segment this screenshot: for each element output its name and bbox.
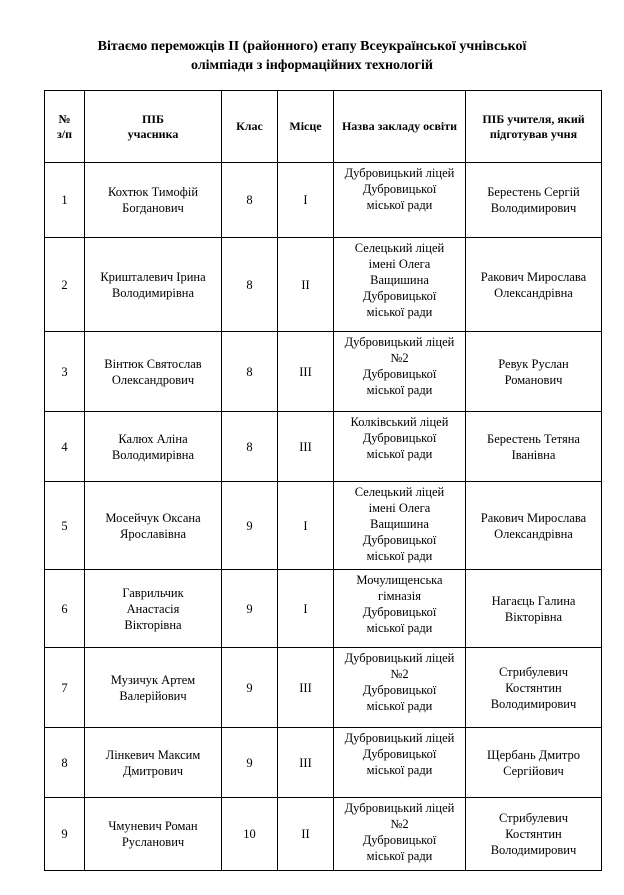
cell-school-line: імені Олега bbox=[368, 257, 431, 271]
cell-school bbox=[334, 798, 466, 871]
cell-teacher bbox=[466, 238, 602, 332]
cell-student-line: Анастасія bbox=[126, 601, 180, 616]
cell-school-line: №2 bbox=[390, 351, 409, 365]
header-num-line: з/п bbox=[56, 126, 73, 141]
header-place-line: Місце bbox=[289, 119, 322, 133]
cell-student bbox=[85, 728, 222, 798]
header-student bbox=[85, 91, 222, 163]
cell-student-line: Вікторівна bbox=[124, 617, 182, 632]
cell-student-line: Гаврильчик bbox=[122, 585, 184, 600]
cell-teacher-line: Вікторівна bbox=[504, 609, 563, 624]
table-row bbox=[45, 648, 602, 728]
cell-teacher bbox=[466, 412, 602, 482]
cell-school-line: Селецький ліцей bbox=[354, 241, 445, 255]
cell-place: ІІІ bbox=[278, 332, 334, 412]
cell-school bbox=[334, 482, 466, 570]
cell-school-line: Дубровицький ліцей bbox=[344, 166, 455, 180]
header-student-line: учасника bbox=[127, 126, 179, 141]
cell-num: 7 bbox=[45, 648, 85, 728]
cell-place: ІІІ bbox=[278, 412, 334, 482]
cell-class: 8 bbox=[222, 332, 278, 412]
cell-school-line: міської ради bbox=[366, 621, 433, 635]
cell-teacher bbox=[466, 332, 602, 412]
cell-school-line: Дубровицької bbox=[362, 431, 437, 445]
cell-teacher-line: Нагаєць Галина bbox=[491, 593, 576, 608]
header-teacher-line: ПІБ учителя, який bbox=[482, 111, 585, 126]
cell-class: 8 bbox=[222, 163, 278, 238]
cell-school-line: міської ради bbox=[366, 383, 433, 397]
table-row bbox=[45, 570, 602, 648]
cell-teacher-line: Ревук Руслан bbox=[498, 356, 569, 371]
winners-table bbox=[44, 90, 602, 871]
cell-place: ІІ bbox=[278, 238, 334, 332]
cell-school-line: Дубровицької bbox=[362, 533, 437, 547]
header-teacher-line: підготував учня bbox=[489, 126, 578, 141]
cell-school bbox=[334, 412, 466, 482]
cell-school-line: Дубровицької bbox=[362, 683, 437, 697]
cell-student-line: Ярославівна bbox=[120, 526, 186, 541]
cell-school-line: міської ради bbox=[366, 447, 433, 461]
cell-school-line: Дубровицької bbox=[362, 833, 437, 847]
cell-student-line: Чмуневич Роман bbox=[108, 819, 198, 833]
cell-student-line: Кохтюк Тимофій bbox=[107, 185, 199, 199]
cell-teacher-line: Щербань Дмитро bbox=[486, 747, 581, 762]
cell-place: І bbox=[278, 163, 334, 238]
cell-num: 5 bbox=[45, 482, 85, 570]
cell-place: І bbox=[278, 482, 334, 570]
cell-student-line: Дмитрович bbox=[122, 763, 184, 778]
title-line-1: Вітаємо переможців ІІ (районного) етапу Всеукраїнської учнівської bbox=[97, 39, 527, 54]
cell-num: 1 bbox=[45, 163, 85, 238]
cell-teacher-line: Іванівна bbox=[511, 447, 556, 462]
table-row bbox=[45, 412, 602, 482]
cell-student-line: Лінкевич Максим bbox=[105, 747, 201, 762]
cell-place: ІІ bbox=[278, 798, 334, 871]
cell-num: 4 bbox=[45, 412, 85, 482]
cell-teacher bbox=[466, 798, 602, 871]
header-student-line: ПІБ bbox=[142, 111, 164, 126]
cell-teacher-line: Олександрівна bbox=[494, 285, 573, 300]
cell-teacher bbox=[466, 728, 602, 798]
cell-student-line: Олександрович bbox=[111, 372, 195, 387]
cell-teacher-line: Олександрівна bbox=[494, 526, 573, 541]
cell-teacher-line: Романович bbox=[504, 372, 563, 387]
table-row bbox=[45, 332, 602, 412]
cell-place: ІІІ bbox=[278, 728, 334, 798]
cell-school-line: міської ради bbox=[366, 305, 433, 319]
cell-teacher-line: Стрибулевич bbox=[499, 811, 568, 825]
cell-student-line: Богданович bbox=[122, 201, 184, 215]
table-row bbox=[45, 238, 602, 332]
cell-teacher bbox=[466, 648, 602, 728]
cell-school-line: Селецький ліцей bbox=[354, 485, 445, 499]
cell-school-line: Дубровицької bbox=[362, 605, 437, 619]
cell-student bbox=[85, 332, 222, 412]
cell-student-line: Володимирівна bbox=[111, 447, 195, 462]
cell-student-line: Русланович bbox=[121, 835, 185, 849]
cell-school bbox=[334, 238, 466, 332]
cell-num: 2 bbox=[45, 238, 85, 332]
cell-school-line: Дубровицької bbox=[362, 182, 437, 196]
cell-class: 9 bbox=[222, 648, 278, 728]
header-num bbox=[45, 91, 85, 163]
cell-place: ІІІ bbox=[278, 648, 334, 728]
cell-num: 6 bbox=[45, 570, 85, 648]
cell-teacher-line: Костянтин bbox=[505, 680, 562, 695]
cell-teacher-line: Ракович Мирослава bbox=[480, 510, 587, 525]
header-school bbox=[334, 91, 466, 163]
cell-class: 8 bbox=[222, 238, 278, 332]
cell-school-line: міської ради bbox=[366, 849, 433, 863]
document-title bbox=[60, 37, 564, 75]
cell-teacher-line: Ракович Мирослава bbox=[480, 269, 587, 284]
cell-student bbox=[85, 798, 222, 871]
cell-school-line: міської ради bbox=[366, 549, 433, 563]
table-row bbox=[45, 728, 602, 798]
cell-school-line: міської ради bbox=[366, 763, 433, 777]
cell-num: 3 bbox=[45, 332, 85, 412]
cell-teacher-line: Сергійович bbox=[503, 763, 564, 778]
cell-school-line: міської ради bbox=[366, 198, 433, 212]
cell-class: 9 bbox=[222, 728, 278, 798]
cell-student bbox=[85, 238, 222, 332]
header-num-line: № bbox=[58, 111, 71, 126]
table-row bbox=[45, 482, 602, 570]
cell-school-line: Дубровицький ліцей bbox=[344, 731, 455, 745]
cell-teacher bbox=[466, 482, 602, 570]
cell-student-line: Музичук Артем bbox=[110, 672, 196, 687]
cell-school-line: Дубровицької bbox=[362, 367, 437, 381]
cell-teacher-line: Берестень Сергій bbox=[487, 185, 580, 199]
cell-school-line: гімназія bbox=[378, 589, 421, 603]
cell-teacher bbox=[466, 163, 602, 238]
header-teacher bbox=[466, 91, 602, 163]
cell-student-line: Володимирівна bbox=[111, 285, 195, 300]
table-header-row bbox=[45, 91, 602, 163]
cell-place: І bbox=[278, 570, 334, 648]
cell-student-line: Мосейчук Оксана bbox=[105, 510, 201, 525]
header-school-line: Назва закладу освіти bbox=[341, 119, 458, 133]
header-place bbox=[278, 91, 334, 163]
cell-num: 8 bbox=[45, 728, 85, 798]
cell-school bbox=[334, 332, 466, 412]
cell-school-line: Ващишина bbox=[370, 273, 429, 287]
cell-teacher-line: Берестень Тетяна bbox=[487, 431, 580, 446]
cell-class: 8 bbox=[222, 412, 278, 482]
table-body bbox=[45, 163, 602, 871]
cell-school-line: Ващишина bbox=[370, 517, 429, 531]
cell-num: 9 bbox=[45, 798, 85, 871]
cell-school-line: №2 bbox=[390, 667, 409, 681]
cell-teacher-line: Володимирович bbox=[490, 201, 577, 215]
cell-school bbox=[334, 163, 466, 238]
cell-teacher-line: Стрибулевич bbox=[499, 664, 568, 679]
cell-school-line: Мочулищенська bbox=[356, 573, 443, 587]
cell-student-line: Вінтюк Святослав bbox=[104, 356, 202, 371]
cell-school bbox=[334, 648, 466, 728]
cell-school-line: Дубровицький ліцей bbox=[344, 335, 455, 349]
cell-student-line: Калюх Аліна bbox=[118, 431, 188, 446]
title-line-2: олімпіади з інформаційних технологій bbox=[191, 58, 433, 73]
cell-teacher bbox=[466, 570, 602, 648]
cell-student-line: Валерійович bbox=[119, 688, 187, 703]
cell-teacher-line: Костянтин bbox=[505, 827, 562, 841]
header-class-line: Клас bbox=[236, 119, 263, 133]
cell-school-line: Дубровицької bbox=[362, 747, 437, 761]
table-row bbox=[45, 798, 602, 871]
cell-student bbox=[85, 648, 222, 728]
cell-student bbox=[85, 482, 222, 570]
cell-school-line: Дубровицької bbox=[362, 289, 437, 303]
cell-school bbox=[334, 570, 466, 648]
cell-class: 10 bbox=[222, 798, 278, 871]
cell-school-line: Дубровицький ліцей bbox=[344, 651, 455, 665]
cell-student bbox=[85, 570, 222, 648]
table-row bbox=[45, 163, 602, 238]
cell-student bbox=[85, 163, 222, 238]
cell-school bbox=[334, 728, 466, 798]
cell-class: 9 bbox=[222, 570, 278, 648]
cell-school-line: Дубровицький ліцей bbox=[344, 801, 455, 815]
cell-school-line: №2 bbox=[390, 817, 409, 831]
cell-teacher-line: Володимирович bbox=[490, 843, 577, 857]
cell-teacher-line: Володимирович bbox=[490, 696, 577, 711]
cell-student-line: Кришталевич Ірина bbox=[100, 269, 206, 284]
cell-school-line: міської ради bbox=[366, 699, 433, 713]
cell-school-line: Колківський ліцей bbox=[350, 415, 449, 429]
header-class bbox=[222, 91, 278, 163]
cell-student bbox=[85, 412, 222, 482]
cell-class: 9 bbox=[222, 482, 278, 570]
cell-school-line: імені Олега bbox=[368, 501, 431, 515]
